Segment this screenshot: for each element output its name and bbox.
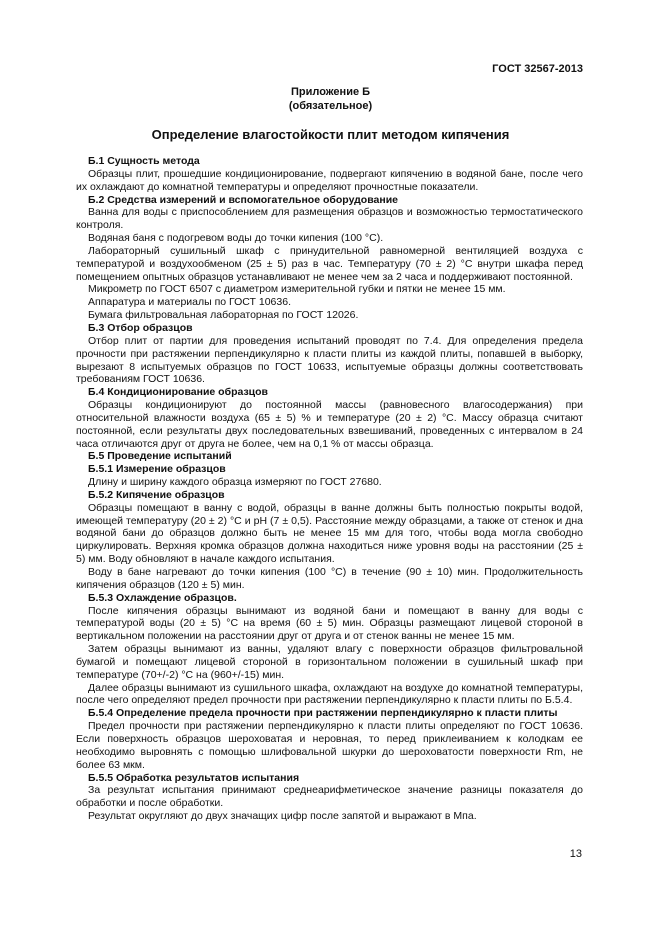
section-heading: Б.5.4 Определение предела прочности при растяжении перпендикулярно к пласти плиты xyxy=(88,707,558,720)
body-paragraph: Ванна для воды с приспособлением для размещения образцов и возможностью термостатического контроля. xyxy=(76,206,583,232)
body-paragraph: Образцы кондиционируют до постоянной массы (равновесного влагосодержания) при относительной влажности воздуха (65 ± 5) % и температуре (20 ± 2) °С. Массу образца считают постоянной, если результаты двух последовательных взвешиваний, проведенных с интервалом в 24 часа отличаются друг от друга не более, чем на 0,1 % от массы образца. xyxy=(76,399,583,450)
body-paragraph: Затем образцы вынимают из ванны, удаляют влагу с поверхности образцов фильтровальной бумагой и помещают лицевой стороной в горизонтальном положении в сушильный шкаф при температуре (70+/-2) °С на (960+/-15) мин. xyxy=(76,643,583,681)
annex-subtitle: (обязательное) xyxy=(288,100,373,112)
body-paragraph: Водяная баня с подогревом воды до точки кипения (100 °С). xyxy=(88,232,384,245)
section-heading: Б.3 Отбор образцов xyxy=(88,321,193,334)
document-body xyxy=(76,155,583,823)
section-heading: Б.1 Сущность метода xyxy=(88,155,200,167)
document-code: ГОСТ 32567-2013 xyxy=(492,63,583,75)
body-paragraph: Результат округляют до двух значащих цифр после запятой и выражают в Мпа. xyxy=(88,810,477,823)
body-paragraph: После кипячения образцы вынимают из водяной бани и помещают в ванну для воды с температурой воды (20 ± 5) °С на время (60 ± 5) мин. Образцы размещают лицевой стороной в вертикальном положении на расстоянии друг от друга и от стенок ванны не менее 15 мм. xyxy=(76,604,583,643)
body-paragraph: Образцы помещают в ванну с водой, образцы в ванне должны быть полностью покрыты водой, имеющей температуру (20 ± 2) °С и pH (7 ± 0,5). Расстояние между образцами, а также от стенок и дна водяной бани до образцов должно быть не менее 15 мм для того, чтобы вода могла свободно циркулировать. Верхняя кромка образцов должна находиться ниже уровня воды на расстоянии (25 ± 5) мм. Воду обновляют в начале каждого испытания. xyxy=(76,501,583,566)
page-number: 13 xyxy=(569,848,582,860)
body-paragraph: Образцы плит, прошедшие кондиционирование, подвергают кипячению в водяной бане, после чего их охлаждают до комнатной температуры и определяют прочностные показатели. xyxy=(76,167,583,193)
section-heading: Б.4 Кондиционирование образцов xyxy=(88,386,268,399)
body-paragraph: Длину и ширину каждого образца измеряют по ГОСТ 27680. xyxy=(88,476,382,489)
section-heading: Б.5 Проведение испытаний xyxy=(88,450,232,463)
body-paragraph: Предел прочности при растяжении перпендикулярно к пласти плиты определяют по ГОСТ 10636. Если поверхность образцов шероховатая и неровная, то перед приклеиванием к колодкам ее необходимо выровнять с помощью шлифовальной шкурки до шероховатости поверхности Rm, не более 63 мкм. xyxy=(76,720,583,771)
body-paragraph: Воду в бане нагревают до точки кипения (100 °С) в течение (90 ± 10) мин. Продолжительность кипячения образцов (120 ± 5) мин. xyxy=(76,566,583,591)
body-paragraph: Отбор плит от партии для проведения испытаний проводят по 7.4. Для определения предела прочности при растяжении перпендикулярно к пласти плиты из каждой плиты, попавшей в выборку, вырезают 8 испытуемых образцов по ГОСТ 10633, испытуемые образцы должны соответствовать требованиям ГОСТ 10636. xyxy=(76,334,583,386)
section-title: Определение влагостойкости плит методом кипячения xyxy=(151,127,510,142)
section-heading: Б.5.2 Кипячение образцов xyxy=(88,488,225,501)
section-heading: Б.5.1 Измерение образцов xyxy=(88,463,226,476)
annex-title: Приложение Б xyxy=(290,86,371,98)
body-paragraph: Далее образцы вынимают из сушильного шкафа, охлаждают на воздухе до комнатной температуры, после чего определяют предел прочности при растяжении перпендикулярно к пласти плиты по Б.5.4. xyxy=(76,681,583,707)
body-paragraph: Аппаратура и материалы по ГОСТ 10636. xyxy=(88,296,291,309)
body-paragraph: Бумага фильтровальная лабораторная по ГОСТ 12026. xyxy=(88,309,359,322)
section-heading: Б.5.3 Охлаждение образцов. xyxy=(88,591,237,604)
section-heading: Б.2 Средства измерений и вспомогательное оборудование xyxy=(88,193,399,206)
body-paragraph: Лабораторный сушильный шкаф с принудительной равномерной вентиляцией воздуха с температурой и воздухообменом (25 ± 5) раз в час. Температуру (70 ± 2) °С внутри шкафа перед помещением опытных образцов устанавливают не менее чем за 2 часа и поддерживают постоянной. xyxy=(76,244,583,283)
body-paragraph: За результат испытания принимают среднеарифметическое значение разницы показателя до обработки и после обработки. xyxy=(76,784,583,810)
body-paragraph: Микрометр по ГОСТ 6507 с диаметром измерительной губки и пятки не менее 15 мм. xyxy=(88,283,506,296)
section-heading: Б.5.5 Обработка результатов испытания xyxy=(88,771,300,784)
